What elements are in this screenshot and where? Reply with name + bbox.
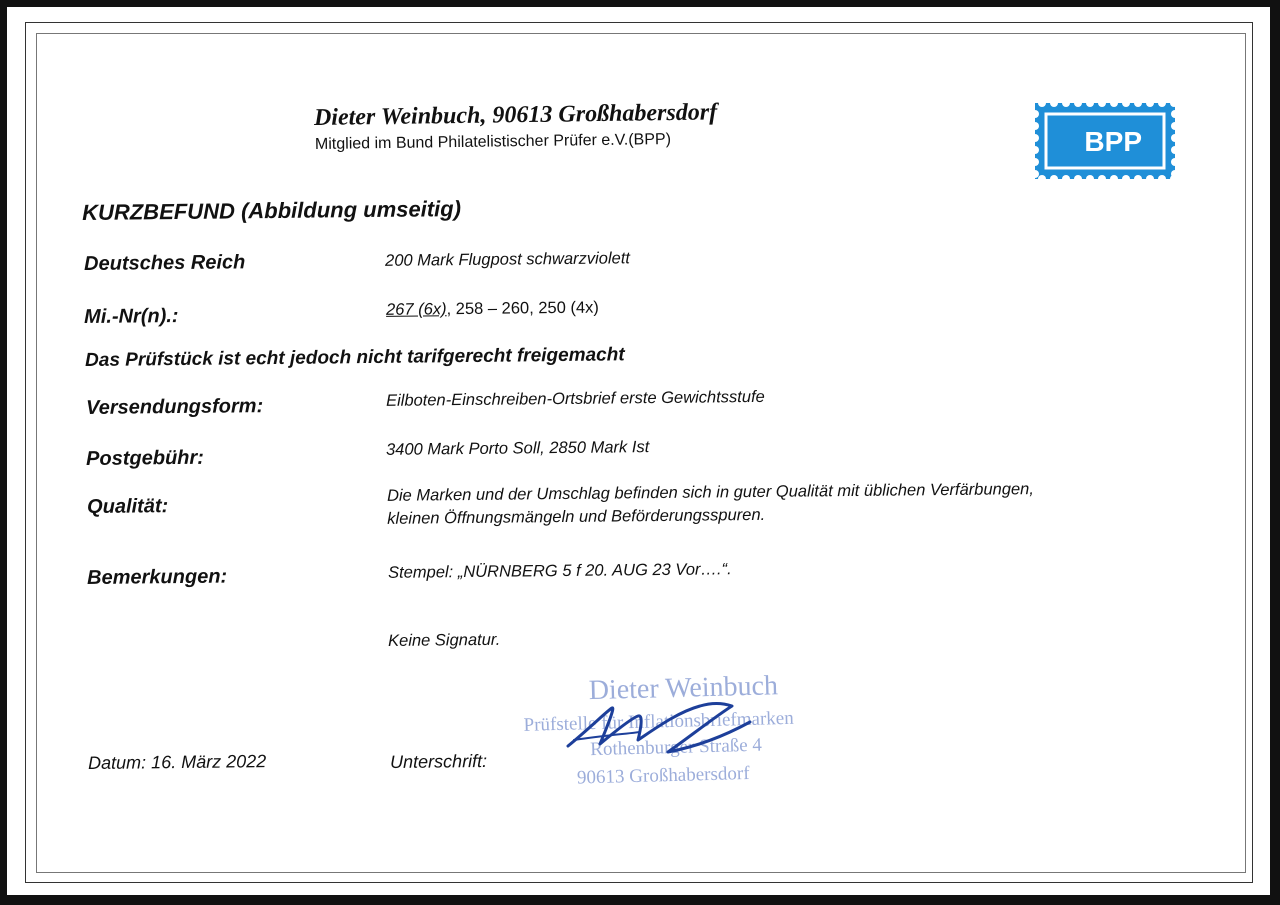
bpp-logo-text: BPP bbox=[1084, 126, 1142, 157]
country-label: Deutsches Reich bbox=[84, 251, 246, 275]
signature-note: Keine Signatur. bbox=[388, 630, 501, 650]
mi-number-label: Mi.-Nr(n).: bbox=[84, 305, 179, 328]
country-value: 200 Mark Flugpost schwarzviolett bbox=[385, 249, 631, 270]
examiner-membership: Mitglied im Bund Philatelistischer Prüfer e.V.(BPP) bbox=[314, 131, 672, 153]
document-title: KURZBEFUND (Abbildung umseitig) bbox=[82, 196, 462, 225]
verdict-text: Das Prüfstück ist echt jedoch nicht tarifgerecht freigemacht bbox=[85, 344, 625, 371]
date-text: Datum: 16. März 2022 bbox=[88, 751, 267, 773]
stamp-line-2: Prüfstelle für Inflationsbriefmarken bbox=[523, 707, 794, 736]
quality-line-2: kleinen Öffnungsmängeln und Beförderungsspuren. bbox=[387, 505, 766, 528]
mi-number-rest: , 258 – 260, 250 (4x) bbox=[446, 298, 599, 319]
handwritten-signature bbox=[560, 688, 760, 758]
quality-label: Qualität: bbox=[87, 495, 169, 518]
remarks-value: Stempel: „NÜRNBERG 5 f 20. AUG 23 Vor….“. bbox=[387, 560, 732, 582]
stamp-line-3: Rothenburger Straße 4 bbox=[590, 734, 763, 761]
stamp-line-4: 90613 Großhabersdorf bbox=[576, 762, 750, 789]
postage-value: 3400 Mark Porto Soll, 2850 Mark Ist bbox=[385, 438, 650, 459]
shipping-value: Eilboten-Einschreiben-Ortsbrief erste Gewichtsstufe bbox=[385, 387, 765, 410]
stamp-line-1: Dieter Weinbuch bbox=[588, 670, 779, 707]
signature-label: Unterschrift: bbox=[390, 750, 488, 772]
mi-number-primary: 267 (6x) bbox=[385, 300, 447, 319]
quality-line-1: Die Marken und der Umschlag befinden sich in guter Qualität mit üblichen Verfärbungen, bbox=[386, 480, 1034, 505]
remarks-label: Bemerkungen: bbox=[87, 565, 228, 589]
shipping-label: Versendungsform: bbox=[86, 395, 264, 419]
examiner-name: Dieter Weinbuch, 90613 Großhabersdorf bbox=[313, 99, 718, 131]
mi-number-value bbox=[386, 299, 599, 320]
postage-label: Postgebühr: bbox=[86, 446, 205, 470]
bpp-logo bbox=[1030, 98, 1180, 184]
